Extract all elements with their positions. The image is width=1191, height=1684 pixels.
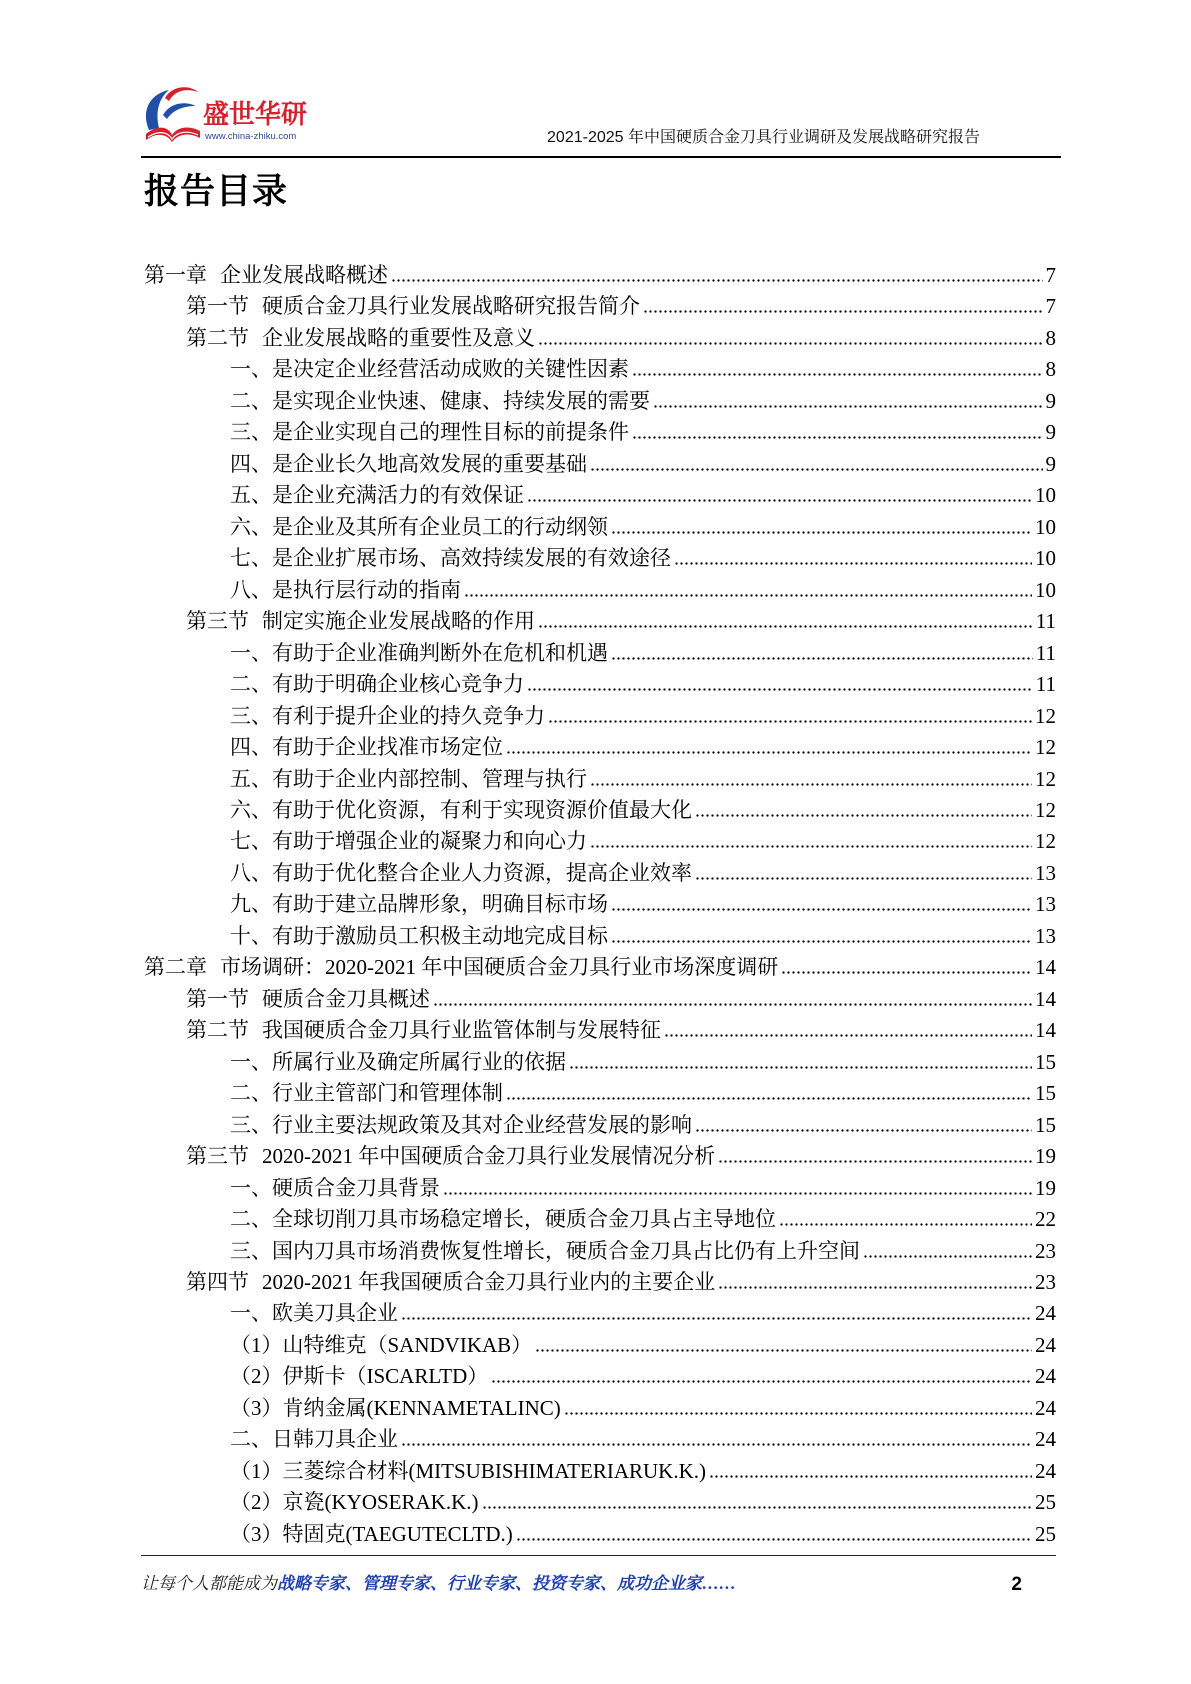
toc-entry-number: 第三节 — [186, 1144, 249, 1169]
toc-entry-label — [186, 1015, 661, 1046]
toc-chapter-entry[interactable] — [144, 260, 1056, 291]
toc-entry-title: 制定实施企业发展战略的作用 — [262, 609, 535, 634]
dot-leader — [675, 562, 1032, 565]
toc-entry-title: 二、全球切削刀具市场稳定增长，硬质合金刀具占主导地位 — [230, 1207, 776, 1232]
toc-entry-page-number: 14 — [1035, 955, 1056, 980]
toc-entry-title: （1）三菱综合材料(MITSUBISHIMATERIARUK.K.) — [230, 1458, 706, 1483]
toc-entry-title: 三、是企业实现自己的理性目标的前提条件 — [230, 420, 629, 445]
dot-leader — [719, 1160, 1032, 1163]
toc-entry-page-number: 11 — [1035, 640, 1056, 665]
toc-entry-page-number: 13 — [1035, 892, 1056, 917]
toc-entry-page-number: 24 — [1035, 1427, 1056, 1452]
toc-item-entry[interactable] — [144, 795, 1056, 826]
dot-leader — [591, 468, 1043, 471]
toc-item-entry[interactable] — [144, 1236, 1056, 1267]
dot-leader — [402, 1317, 1032, 1320]
toc-entry-title: 一、是决定企业经营活动成败的关键性因素 — [230, 357, 629, 382]
toc-entry-label — [186, 291, 640, 322]
logo-book-pages — [146, 128, 200, 142]
toc-entry-page-number: 10 — [1035, 577, 1056, 602]
logo-name: 盛世华研 — [203, 99, 308, 129]
toc-entry-page-number: 12 — [1035, 797, 1056, 822]
toc-chapter-entry[interactable] — [144, 952, 1056, 983]
toc-entry-page-number: 12 — [1035, 766, 1056, 791]
toc-subitem-entry[interactable] — [144, 1519, 1056, 1550]
dot-leader — [612, 531, 1032, 534]
toc-entry-page-number: 8 — [1045, 357, 1056, 382]
toc-item-entry[interactable] — [144, 543, 1056, 574]
toc-entry-page-number: 10 — [1035, 514, 1056, 539]
toc-entry-title: 2020-2021 年我国硬质合金刀具行业内的主要企业 — [262, 1270, 716, 1294]
toc-entry-page-number: 14 — [1035, 1018, 1056, 1043]
toc-entry-title: （2）京瓷(KYOSERAK.K.) — [230, 1490, 479, 1515]
logo-emblem — [146, 87, 200, 142]
toc-entry-page-number: 24 — [1035, 1395, 1056, 1420]
toc-item-entry[interactable] — [144, 701, 1056, 732]
toc-entry-page-number: 24 — [1035, 1364, 1056, 1389]
toc-entry-label — [144, 260, 388, 291]
dot-leader — [492, 1380, 1032, 1383]
toc-entry-title: 硬质合金刀具概述 — [262, 986, 430, 1011]
toc-item-entry[interactable] — [144, 732, 1056, 763]
toc-entry-title: 三、有利于提升企业的持久竞争力 — [230, 703, 545, 728]
toc-entry-title: 八、有助于优化整合企业人力资源，提高企业效率 — [230, 860, 692, 885]
toc-entry-title: 八、是执行层行动的指南 — [230, 577, 461, 602]
toc-entry-number: 第四节 — [186, 1270, 249, 1294]
dot-leader — [528, 499, 1032, 502]
toc-item-entry[interactable] — [144, 1173, 1056, 1204]
toc-entry-page-number: 11 — [1035, 609, 1056, 634]
dot-leader — [644, 310, 1043, 313]
toc-entry-page-number: 24 — [1035, 1458, 1056, 1483]
dot-leader — [612, 908, 1032, 911]
footer-slogan-prefix: 让每个人都能成为 — [141, 1574, 277, 1593]
toc-item-entry[interactable] — [144, 449, 1056, 480]
toc-entry-page-number: 15 — [1035, 1081, 1056, 1106]
dot-leader — [536, 1349, 1032, 1352]
toc-entry-title: 市场调研：2020-2021 年中国硬质合金刀具行业市场深度调研 — [220, 955, 779, 980]
toc-entry-title: （3）肯纳金属(KENNAMETALINC) — [230, 1395, 561, 1420]
toc-item-entry[interactable] — [144, 1298, 1056, 1329]
dot-leader — [654, 405, 1043, 408]
toc-item-entry[interactable] — [144, 1424, 1056, 1455]
toc-section-entry[interactable] — [144, 1141, 1056, 1172]
toc-entry-page-number: 12 — [1035, 829, 1056, 854]
toc-entry-page-number: 22 — [1035, 1207, 1056, 1232]
dot-leader — [402, 1443, 1032, 1446]
toc-entry-page-number: 12 — [1035, 735, 1056, 760]
toc-entry-title: 七、是企业扩展市场、高效持续发展的有效途径 — [230, 546, 671, 571]
toc-entry-title: 二、日韩刀具企业 — [230, 1427, 398, 1452]
toc-entry-page-number: 15 — [1035, 1049, 1056, 1074]
toc-item-entry[interactable] — [144, 826, 1056, 857]
dot-leader — [633, 373, 1043, 376]
toc-section-entry[interactable] — [144, 606, 1056, 637]
logo-website: www.china-zhiku.com — [205, 131, 297, 142]
toc-item-entry[interactable] — [144, 921, 1056, 952]
dot-leader — [696, 877, 1032, 880]
toc-section-entry[interactable] — [144, 984, 1056, 1015]
dot-leader — [517, 1538, 1032, 1541]
logo-blue-arc — [146, 90, 169, 130]
report-title: 2021-2025 年中国硬质合金刀具行业调研及发展战略研究报告 — [547, 129, 980, 146]
toc-subitem-entry[interactable] — [144, 1393, 1056, 1424]
toc-item-entry[interactable] — [144, 354, 1056, 385]
toc-entry-page-number: 14 — [1035, 986, 1056, 1011]
toc-entry-title: 企业发展战略的重要性及意义 — [262, 325, 535, 350]
toc-entry-page-number: 25 — [1035, 1521, 1056, 1546]
dot-leader — [539, 342, 1043, 345]
toc-section-entry[interactable] — [144, 1267, 1056, 1298]
toc-entry-label — [186, 984, 430, 1015]
toc-entry-title: 五、是企业充满活力的有效保证 — [230, 483, 524, 508]
toc-entry-title: 一、硬质合金刀具背景 — [230, 1175, 440, 1200]
toc-entry-number: 第一节 — [186, 986, 249, 1011]
dot-leader — [392, 279, 1043, 282]
toc-entry-page-number: 25 — [1035, 1490, 1056, 1515]
toc-entry-title: （2）伊斯卡（ISCARLTD） — [230, 1364, 489, 1389]
toc-entry-title: 五、有助于企业内部控制、管理与执行 — [230, 766, 587, 791]
page-number: 2 — [1011, 1574, 1022, 1595]
header-divider — [141, 156, 1061, 158]
dot-leader — [507, 1097, 1032, 1100]
toc-entry-title: 企业发展战略概述 — [220, 263, 388, 287]
dot-leader — [710, 1475, 1032, 1478]
toc-entry-title: 一、所属行业及确定所属行业的依据 — [230, 1049, 566, 1074]
toc-entry-number: 第二章 — [144, 955, 207, 980]
dot-leader — [665, 1034, 1032, 1037]
toc-entry-number: 第二节 — [186, 325, 249, 350]
toc-entry-title: 六、有助于优化资源，有利于实现资源价值最大化 — [230, 797, 692, 822]
toc-entry-title: 硬质合金刀具行业发展战略研究报告简介 — [262, 294, 640, 319]
dot-leader — [507, 751, 1032, 754]
logo-blue-swoosh — [163, 103, 196, 119]
toc-item-entry[interactable] — [144, 889, 1056, 920]
dot-leader — [780, 1223, 1032, 1226]
toc-item-entry[interactable] — [144, 386, 1056, 417]
toc-item-entry[interactable] — [144, 1204, 1056, 1235]
toc-entry-page-number: 24 — [1035, 1301, 1056, 1326]
toc-entry-title: 六、是企业及其所有企业员工的行动纲领 — [230, 514, 608, 539]
toc-entry-title: 二、是实现企业快速、健康、持续发展的需要 — [230, 388, 650, 413]
toc-item-entry[interactable] — [144, 858, 1056, 889]
table-of-contents — [144, 260, 1056, 1550]
toc-item-entry[interactable] — [144, 1078, 1056, 1109]
dot-leader — [465, 594, 1032, 597]
toc-entry-page-number: 19 — [1035, 1175, 1056, 1200]
toc-entry-page-number: 19 — [1035, 1144, 1056, 1169]
toc-subitem-entry[interactable] — [144, 1487, 1056, 1518]
dot-leader — [612, 940, 1032, 943]
toc-entry-page-number: 23 — [1035, 1238, 1056, 1263]
toc-item-entry[interactable] — [144, 417, 1056, 448]
dot-leader — [444, 1192, 1032, 1195]
footer-slogan — [141, 1573, 736, 1595]
dot-leader — [633, 436, 1043, 439]
toc-entry-label — [186, 1267, 715, 1298]
toc-entry-title: 一、有助于企业准确判断外在危机和机遇 — [230, 640, 608, 665]
toc-entry-number: 第一章 — [144, 263, 207, 287]
dot-leader — [539, 625, 1033, 628]
toc-entry-title: 四、有助于企业找准市场定位 — [230, 735, 503, 760]
toc-item-entry[interactable] — [144, 1047, 1056, 1078]
toc-entry-page-number: 24 — [1035, 1332, 1056, 1357]
dot-leader — [591, 783, 1032, 786]
toc-entry-title: 二、有助于明确企业核心竞争力 — [230, 672, 524, 697]
dot-leader — [719, 1286, 1032, 1289]
toc-entry-page-number: 9 — [1045, 451, 1056, 476]
toc-entry-label — [186, 323, 535, 354]
toc-item-entry[interactable] — [144, 575, 1056, 606]
page-title: 报告目录 — [144, 172, 289, 211]
toc-entry-page-number: 10 — [1035, 546, 1056, 571]
dot-leader — [483, 1506, 1033, 1509]
toc-item-entry[interactable] — [144, 480, 1056, 511]
footer-divider — [141, 1555, 1056, 1556]
toc-item-entry[interactable] — [144, 638, 1056, 669]
toc-entry-number: 第三节 — [186, 609, 249, 634]
footer-slogan-highlight: 战略专家、管理专家、行业专家、投资专家、成功企业家…… — [277, 1574, 736, 1593]
toc-subitem-entry[interactable] — [144, 1361, 1056, 1392]
toc-entry-title: （3）特固克(TAEGUTECLTD.) — [230, 1521, 513, 1546]
toc-entry-page-number: 15 — [1035, 1112, 1056, 1137]
toc-entry-title: （1）山特维克（SANDVIKAB） — [230, 1332, 533, 1357]
toc-entry-page-number: 8 — [1045, 325, 1056, 350]
toc-entry-number: 第二节 — [186, 1018, 249, 1043]
dot-leader — [696, 1129, 1032, 1132]
dot-leader — [782, 971, 1032, 974]
toc-subitem-entry[interactable] — [144, 1456, 1056, 1487]
dot-leader — [591, 845, 1032, 848]
toc-entry-page-number: 9 — [1045, 420, 1056, 445]
toc-item-entry[interactable] — [144, 1110, 1056, 1141]
toc-entry-title: 十、有助于激励员工积极主动地完成目标 — [230, 923, 608, 948]
toc-entry-title: 一、欧美刀具企业 — [230, 1301, 398, 1326]
toc-entry-title: 2020-2021 年中国硬质合金刀具行业发展情况分析 — [262, 1144, 716, 1169]
toc-entry-title: 二、行业主管部门和管理体制 — [230, 1081, 503, 1106]
toc-entry-page-number: 9 — [1045, 388, 1056, 413]
toc-entry-page-number: 12 — [1035, 703, 1056, 728]
toc-section-entry[interactable] — [144, 291, 1056, 322]
dot-leader — [696, 814, 1032, 817]
company-logo — [141, 84, 321, 148]
toc-entry-page-number: 7 — [1045, 263, 1056, 287]
dot-leader — [549, 720, 1032, 723]
toc-entry-label — [186, 1141, 715, 1172]
dot-leader — [864, 1255, 1032, 1258]
toc-item-entry[interactable] — [144, 512, 1056, 543]
toc-entry-page-number: 11 — [1035, 672, 1056, 697]
toc-entry-title: 三、行业主要法规政策及其对企业经营发展的影响 — [230, 1112, 692, 1137]
logo-red-crescent — [165, 87, 198, 101]
toc-section-entry[interactable] — [144, 1015, 1056, 1046]
toc-entry-title: 四、是企业长久地高效发展的重要基础 — [230, 451, 587, 476]
dot-leader — [565, 1412, 1032, 1415]
toc-entry-page-number: 10 — [1035, 483, 1056, 508]
toc-entry-title: 九、有助于建立品牌形象，明确目标市场 — [230, 892, 608, 917]
toc-entry-label — [186, 606, 535, 637]
toc-entry-label — [144, 952, 778, 983]
toc-item-entry[interactable] — [144, 764, 1056, 795]
toc-entry-title: 七、有助于增强企业的凝聚力和向心力 — [230, 829, 587, 854]
toc-subitem-entry[interactable] — [144, 1330, 1056, 1361]
toc-section-entry[interactable] — [144, 323, 1056, 354]
dot-leader — [434, 1003, 1032, 1006]
toc-entry-page-number: 13 — [1035, 923, 1056, 948]
dot-leader — [612, 657, 1033, 660]
toc-entry-page-number: 23 — [1035, 1270, 1056, 1294]
toc-item-entry[interactable] — [144, 669, 1056, 700]
toc-entry-page-number: 13 — [1035, 860, 1056, 885]
toc-entry-number: 第一节 — [186, 294, 249, 319]
dot-leader — [570, 1066, 1032, 1069]
toc-entry-title: 我国硬质合金刀具行业监管体制与发展特征 — [262, 1018, 661, 1043]
dot-leader — [528, 688, 1033, 691]
toc-entry-title: 三、国内刀具市场消费恢复性增长，硬质合金刀具占比仍有上升空间 — [230, 1238, 860, 1263]
toc-entry-page-number: 7 — [1045, 294, 1056, 319]
